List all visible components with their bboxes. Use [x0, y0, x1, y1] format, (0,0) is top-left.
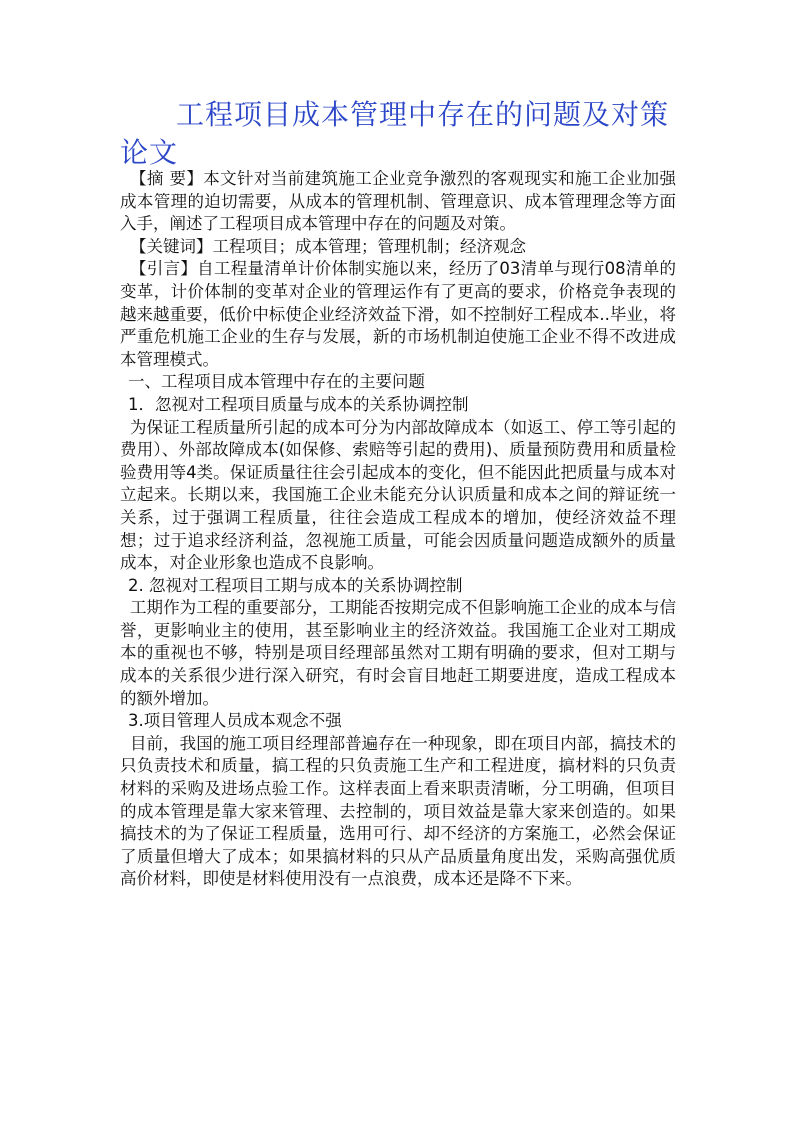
- body-paragraph-2: 工期作为工程的重要部分，工期能否按期完成不但影响施工企业的成本与信誉，更影响业主的使用，甚至影响业主的经济效益。我国施工企业对工期成本的重视也不够，特别是项目经理部虽然对工期有明确的要求，但对工期与成本的关系很少进行深入研究，有时会盲目地赶工期要进度，造成工程成本的额外增加。: [120, 598, 676, 708]
- subheading-1: 1．忽视对工程项目质量与成本的关系协调控制: [128, 394, 469, 414]
- abstract-paragraph: 【摘 要】本文针对当前建筑施工企业竞争激烈的客观现实和施工企业加强成本管理的迫切需要，从成本的管理机制、管理意识、成本管理理念等方面入手，阐述了工程项目成本管理中存在的问题及对策。: [120, 169, 676, 234]
- document-body: [120, 168, 676, 891]
- subheading-2: 2. 忽视对工程项目工期与成本的关系协调控制: [128, 575, 463, 595]
- body-paragraph-3: 目前，我国的施工项目经理部普遍存在一种现象，即在项目内部，搞技术的只负责技术和质量，搞工程的只负责施工生产和工程进度，搞材料的只负责材料的采购及进场点验工作。这样表面上看来职责清晰，分工明确，但项目的成本管理是靠大家来管理、去控制的，项目效益是靠大家来创造的。如果搞技术的为了保证工程质量，选用可行、却不经济的方案施工，必然会保证了质量但增大了成本；如果搞材料的只从产品质量角度出发，采购高强优质高价材料，即使是材料使用没有一点浪费，成本还是降不下来。: [120, 733, 676, 889]
- intro-paragraph: 【引言】自工程量清单计价体制实施以来，经历了03清单与现行08清单的变革，计价体制的变革对企业的管理运作有了更高的要求，价格竞争表现的越来越重要，低价中标使企业经济效益下滑，如不控制好工程成本..毕业，将严重危机施工企业的生存与发展，新的市场机制迫使施工企业不得不改进成本管理模式。: [120, 259, 676, 369]
- keywords-paragraph: 【关键词】工程项目；成本管理；管理机制；经济观念: [130, 236, 526, 256]
- document-title: 工程项目成本管理中存在的问题及对策论文: [120, 98, 670, 169]
- body-paragraph-1: 为保证工程质量所引起的成本可分为内部故障成本（如返工、停工等引起的费用）、外部故障成本(如保修、索赔等引起的费用)、质量预防费用和质量检验费用等4类。保证质量往往会引起成本的变化，但不能因此把质量与成本对立起来。长期以来，我国施工企业未能充分认识质量和成本之间的辩证统一关系，过于强调工程质量，往往会造成工程成本的增加，使经济效益不理想；过于追求经济利益，忽视施工质量，可能会因质量问题造成额外的质量成本，对企业形象也造成不良影响。: [120, 417, 676, 573]
- section-heading-1: 一、工程项目成本管理中存在的主要问题: [128, 372, 425, 392]
- subheading-3: 3.项目管理人员成本观念不强: [128, 711, 342, 731]
